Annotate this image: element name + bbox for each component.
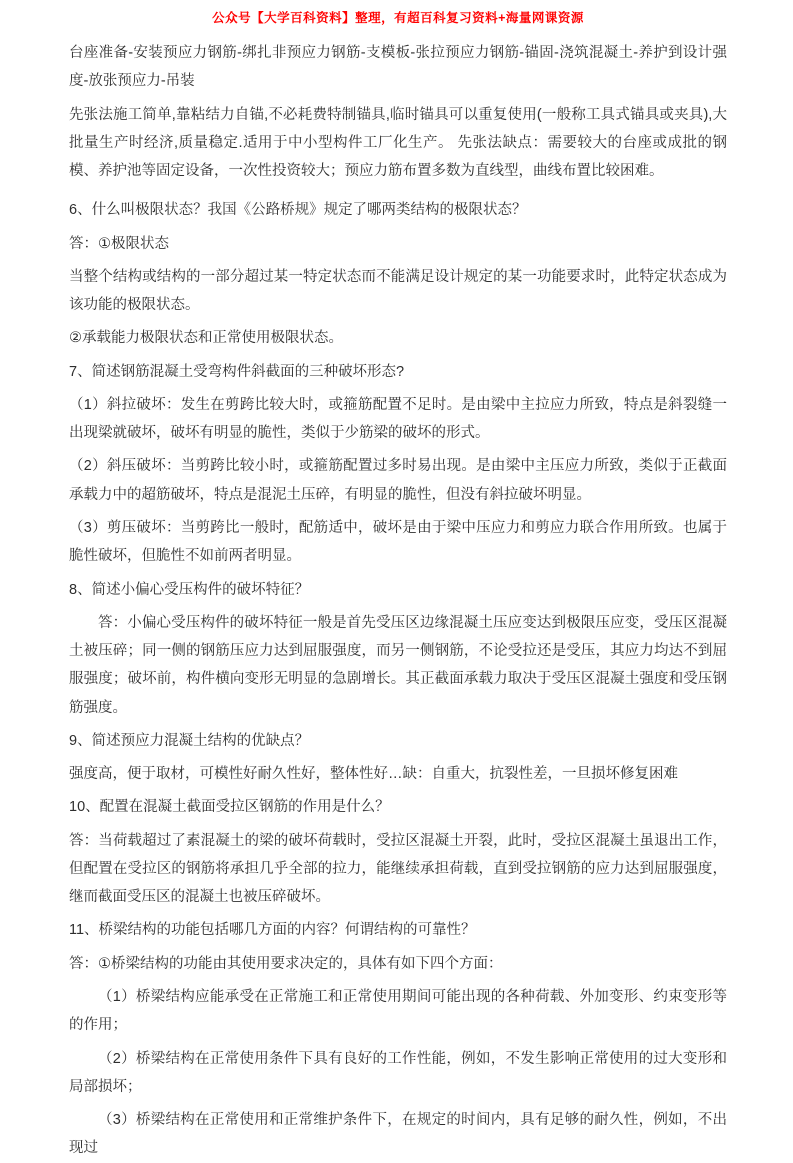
answer-diagonal-tension-failure: （1）斜拉破坏：发生在剪跨比较大时，或箍筋配置不足时。是由梁中主拉应力所致，特点是斜裂缝一出现梁就破坏，破坏有明显的脆性，类似于少筋梁的破坏的形式。 bbox=[69, 396, 727, 442]
question-heading-7: 7、简述钢筋混凝土受弯构件斜截面的三种破坏形态? bbox=[69, 363, 405, 380]
answer-limit-state-definition: 当整个结构或结构的一部分超过某一特定状态而不能满足设计规定的某一功能要求时，此特定状态成为该功能的极限状态。 bbox=[69, 268, 727, 314]
answer-bridge-function-item-2: （2）桥梁结构在正常使用条件下具有良好的工作性能，例如，不发生影响正常使用的过大变形和局部损坏； bbox=[69, 1050, 727, 1095]
question-heading-9: 9、简述预应力混凝土结构的优缺点？ bbox=[69, 732, 310, 749]
answer-bridge-function-item-1: （1）桥梁结构应能承受在正常施工和正常使用期间可能出现的各种荷载、外加变形、约束变形等的作用； bbox=[69, 988, 727, 1034]
question-heading-11: 11、桥梁结构的功能包括哪几方面的内容？何谓结构的可靠性？ bbox=[69, 922, 476, 939]
answer-bridge-function-intro: 答：①桥梁结构的功能由其使用要求决定的，具体有如下四个方面： bbox=[69, 955, 503, 972]
answer-diagonal-compression-failure: （2）斜压破坏：当剪跨比较小时，或箍筋配置过多时易出现。是由梁中主压应力所致，类似于正截面承载力中的超筋破坏，特点是混泥土压碎，有明显的脆性，但没有斜拉破坏明显。 bbox=[69, 458, 727, 503]
question-heading-8: 8、简述小偏心受压构件的破坏特征？ bbox=[69, 581, 310, 598]
page-header-text: 公众号【大学百科资料】整理，有超百科复习资料+海量网课资源 bbox=[212, 11, 584, 25]
question-heading-10: 10、配置在混凝土截面受拉区钢筋的作用是什么？ bbox=[69, 799, 390, 816]
answer-shear-compression-failure: （3）剪压破坏：当剪跨比一般时，配筋适中，破坏是由于梁中压应力和剪应力联合作用所致。也属于脆性破坏，但脆性不如前两者明显。 bbox=[69, 519, 727, 565]
paragraph-construction-sequence: 台座准备-安装预应力钢筋-绑扎非预应力钢筋-支模板-张拉预应力钢筋-锚固-浇筑混凝土-养护到设计强度-放张预应力-吊装 bbox=[69, 45, 727, 90]
paragraph-pretensioning-pros-cons: 先张法施工简单,靠粘结力自锚,不必耗费特制锚具,临时锚具可以重复使用(一般称工具式锚具或夹具),大批量生产时经济,质量稳定.适用于中小型构件工厂化生产。 先张法缺点：需要较大的台座或成批的钢模、养护池等固定设备，一次性投资较大；预应力筋布置多数为直线型，曲线布置比较困难。 bbox=[69, 106, 727, 180]
answer-prestressed-pros-cons: 强度高，便于取材，可模性好耐久性好，整体性好…缺：自重大，抗裂性差，一旦损坏修复困难 bbox=[69, 766, 678, 783]
question-heading-6: 6、什么叫极限状态？我国《公路桥规》规定了哪两类结构的极限状态？ bbox=[69, 202, 527, 219]
answer-small-eccentricity-failure: 答：小偏心受压构件的破坏特征一般是首先受压区边缘混凝土压应变达到极限压应变，受压区混凝土被压碎；同一侧的钢筋压应力达到屈服强度，而另一侧钢筋，不论受拉还是受压，其应力均达不到屈服强度；破坏前，构件横向变形无明显的急剧增长。其正截面承载力取决于受压区混凝土强度和受压钢筋强度。 bbox=[69, 614, 727, 716]
answer-tension-zone-rebar: 答：当荷载超过了素混凝土的梁的破坏荷载时，受拉区混凝土开裂，此时，受拉区混凝土虽退出工作，但配置在受拉区的钢筋将承担几乎全部的拉力，能继续承担荷载，直到受拉钢筋的应力达到屈服强度，继而截面受压区的混凝土也被压碎破坏。 bbox=[69, 832, 727, 906]
answer-limit-state-types: ②承载能力极限状态和正常使用极限状态。 bbox=[69, 330, 343, 347]
answer-bridge-function-item-3: （3）桥梁结构在正常使用和正常维护条件下，在规定的时间内，具有足够的耐久性，例如，不出现过 bbox=[69, 1112, 727, 1157]
page-header bbox=[69, 8, 727, 26]
answer-limit-state-label: 答：①极限状态 bbox=[69, 235, 169, 252]
